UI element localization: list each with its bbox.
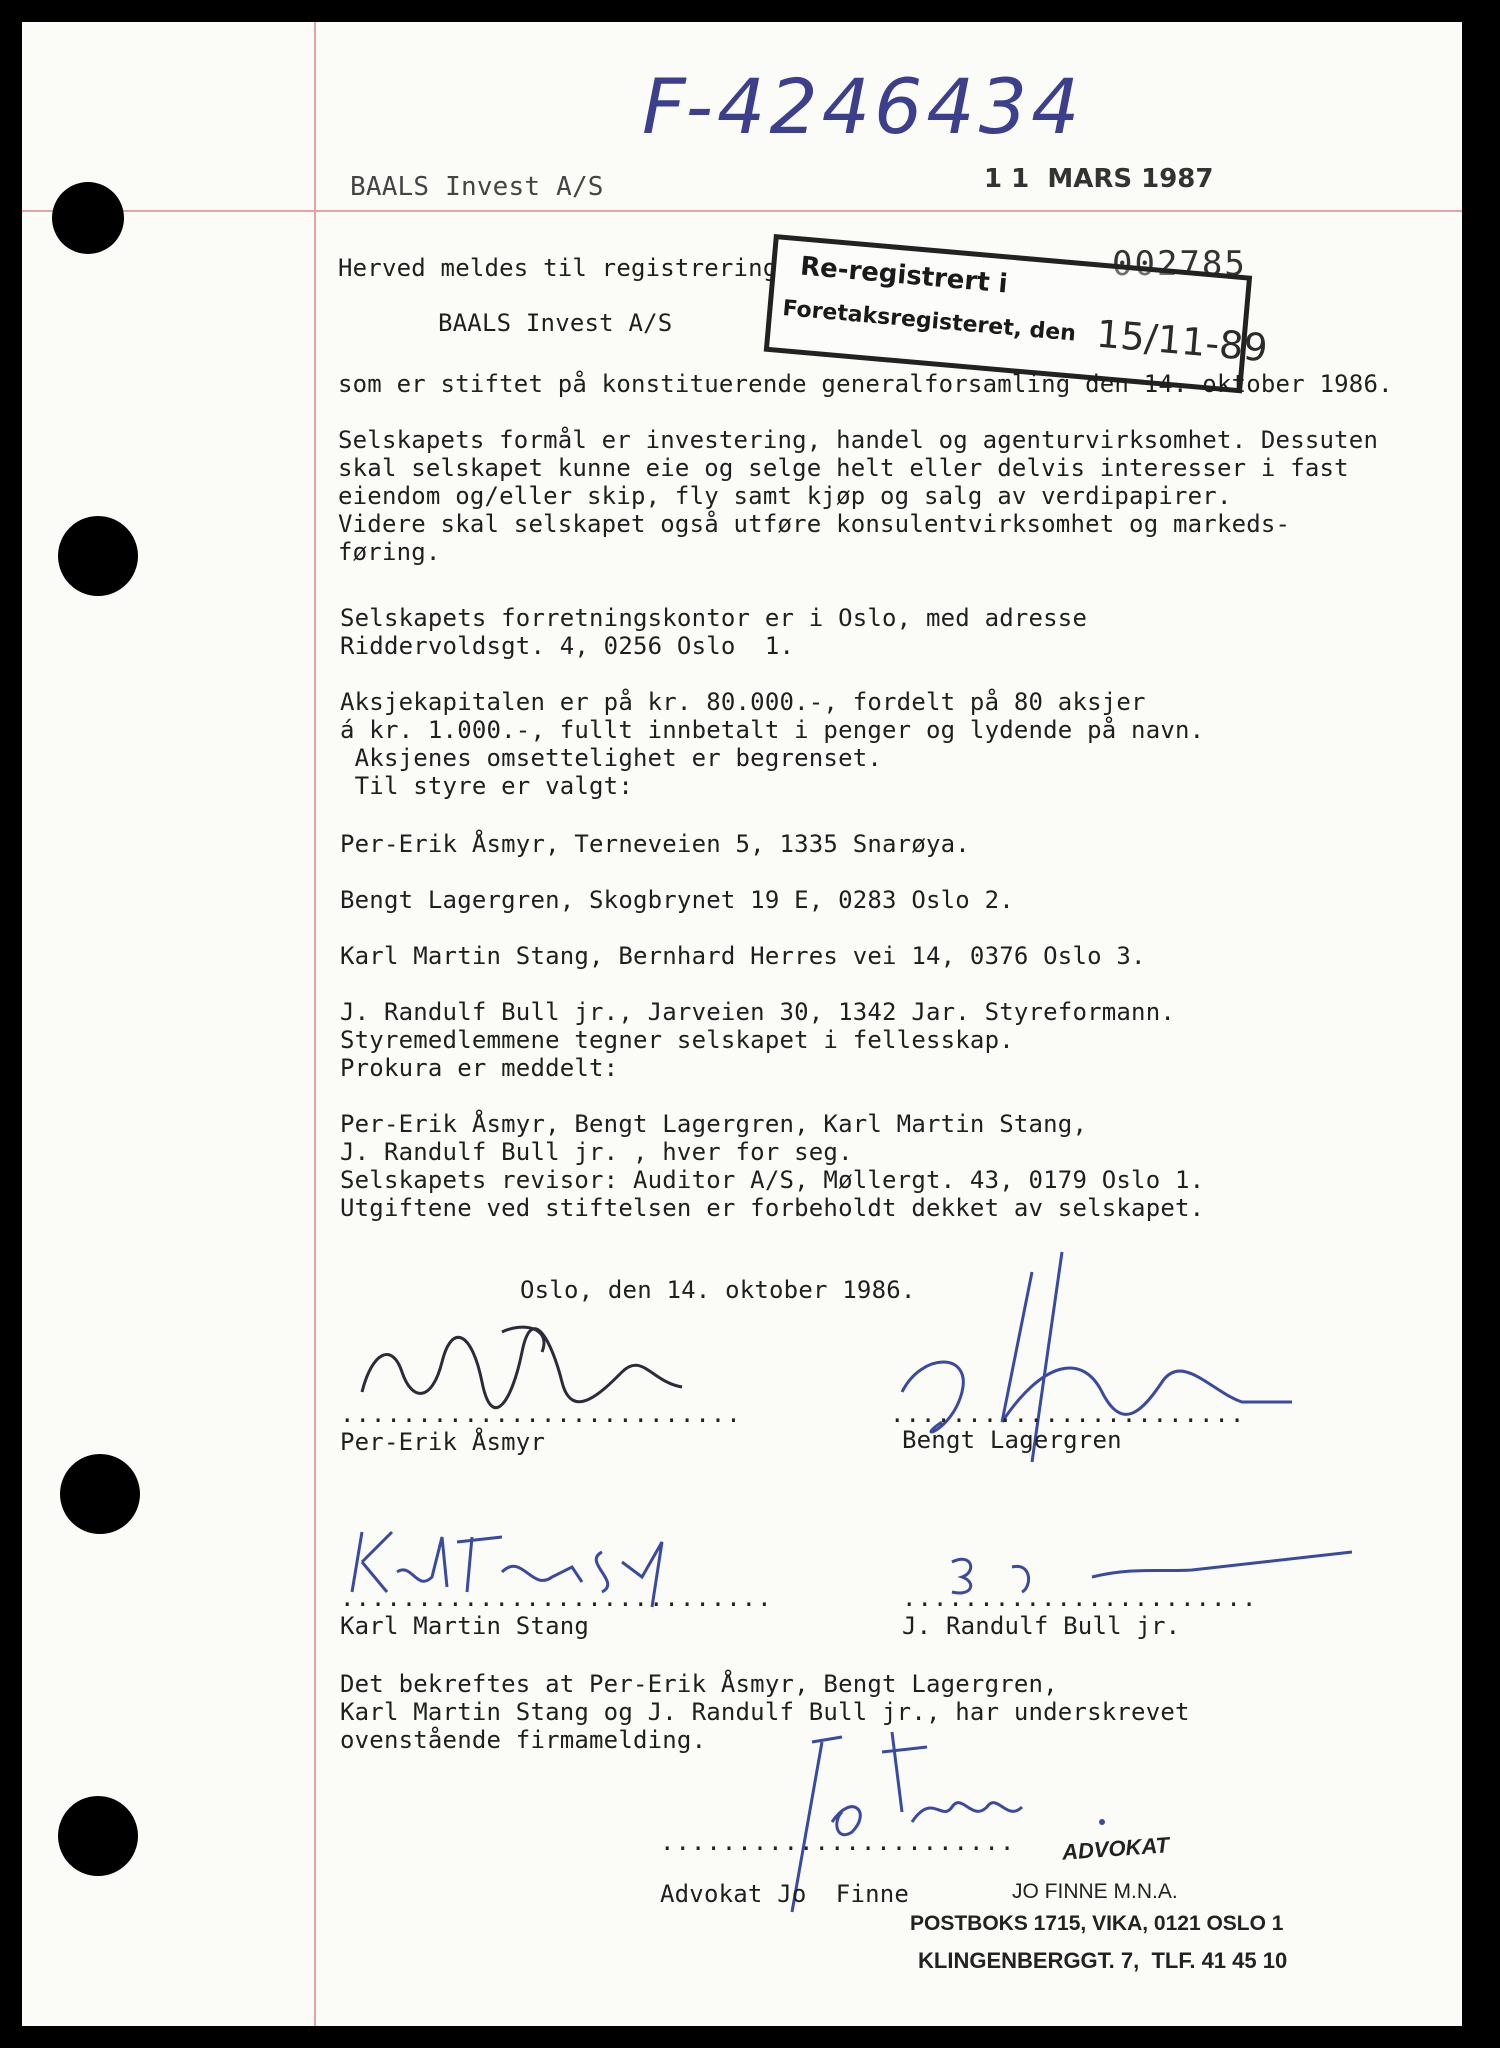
handwritten-reference: F-4246434 xyxy=(642,62,1084,151)
signature-line-3: ............................ xyxy=(340,1584,773,1612)
capital-line: á kr. 1.000.-, fullt innbetalt i penger og lydende på navn. xyxy=(340,716,1205,744)
red-margin-horizontal xyxy=(22,210,1462,212)
capital-line: Aksjekapitalen er på kr. 80.000.-, fordelt på 80 aksjer xyxy=(340,688,1146,716)
signature-line-1: .......................... xyxy=(340,1400,742,1428)
purpose-line: Selskapets formål er investering, handel og agenturvirksomhet. Dessuten xyxy=(338,426,1379,454)
signing-line: Styremedlemmene tegner selskapet i fellesskap. xyxy=(340,1026,1014,1054)
company-name: BAALS Invest A/S xyxy=(438,309,673,337)
confirmation-line: Karl Martin Stang og J. Randulf Bull jr., har underskrevet xyxy=(340,1698,1190,1726)
date-stamp: 1 1 MARS 1987 xyxy=(984,164,1214,194)
signatory-name: J. Randulf Bull jr. xyxy=(902,1612,1181,1640)
purpose-line: eiendom og/eller skip, fly samt kjøp og salg av verdipapirer. xyxy=(338,482,1232,510)
signatory-name: Karl Martin Stang xyxy=(340,1612,590,1640)
capital-line: Aksjenes omsettelighet er begrenset. xyxy=(340,744,883,772)
stamp-line-2: Foretaksregisteret, den xyxy=(781,296,1077,347)
founded-line: som er stiftet på konstituerende generalforsamling den 14. oktober 1986. xyxy=(338,370,1393,398)
lawyer-label: Advokat Jo Finne xyxy=(660,1880,910,1908)
lawyer-stamp-street: KLINGENBERGGT. 7, TLF. 41 45 10 xyxy=(918,1948,1288,1973)
capital-line: Til styre er valgt: xyxy=(340,772,633,800)
signature-line-2: ....................... xyxy=(890,1400,1246,1428)
signature-line-4: ....................... xyxy=(902,1584,1258,1612)
header-company: BAALS Invest A/S xyxy=(350,172,604,202)
confirmation-line: ovenstående firmamelding. xyxy=(340,1726,707,1754)
lawyer-stamp-name: JO FINNE M.N.A. xyxy=(1012,1880,1178,1903)
lawyer-stamp-address: POSTBOKS 1715, VIKA, 0121 OSLO 1 xyxy=(910,1912,1284,1935)
prokura-line: Utgiftene ved stiftelsen er forbeholdt dekket av selskapet. xyxy=(340,1194,1205,1222)
office-line: Selskapets forretningskontor er i Oslo, med adresse xyxy=(340,604,1088,632)
intro-line: Herved meldes til registrering xyxy=(338,254,778,282)
board-member: Karl Martin Stang, Bernhard Herres vei 14, 0376 Oslo 3. xyxy=(340,942,1146,970)
place-date: Oslo, den 14. oktober 1986. xyxy=(520,1276,916,1304)
red-margin-vertical xyxy=(314,22,316,2026)
prokura-line: J. Randulf Bull jr. , hver for seg. xyxy=(340,1138,853,1166)
signature-bengt xyxy=(882,1242,1302,1492)
office-line: Riddervoldsgt. 4, 0256 Oslo 1. xyxy=(340,632,795,660)
document-page xyxy=(22,22,1462,2026)
purpose-line: skal selskapet kunne eie og selge helt eller delvis interesser i fast xyxy=(338,454,1349,482)
signatory-name: Per-Erik Åsmyr xyxy=(340,1428,546,1456)
binder-hole xyxy=(58,516,138,596)
lawyer-signature-line: ....................... xyxy=(660,1828,1016,1856)
board-member: J. Randulf Bull jr., Jarveien 30, 1342 Jar. Styreformann. xyxy=(340,998,1176,1026)
signing-line: Prokura er meddelt: xyxy=(340,1054,619,1082)
registration-number-stamp: 002785 xyxy=(1112,244,1247,284)
stamp-handwritten-date: 15/11-89 xyxy=(1094,311,1270,371)
prokura-line: Selskapets revisor: Auditor A/S, Møllergt. 43, 0179 Oslo 1. xyxy=(340,1166,1205,1194)
binder-hole xyxy=(60,1454,140,1534)
board-member: Bengt Lagergren, Skogbrynet 19 E, 0283 Oslo 2. xyxy=(340,886,1014,914)
binder-hole xyxy=(52,182,124,254)
purpose-line: Videre skal selskapet også utføre konsulentvirksomhet og markeds- xyxy=(338,510,1291,538)
purpose-line: føring. xyxy=(338,538,441,566)
confirmation-line: Det bekreftes at Per-Erik Åsmyr, Bengt Lagergren, xyxy=(340,1670,1058,1698)
board-member: Per-Erik Åsmyr, Terneveien 5, 1335 Snarøya. xyxy=(340,830,970,858)
stamp-line-1: Re-registrert i xyxy=(798,251,1009,300)
lawyer-stamp-title: ADVOKAT xyxy=(1061,1832,1170,1865)
binder-hole xyxy=(58,1796,138,1876)
prokura-line: Per-Erik Åsmyr, Bengt Lagergren, Karl Martin Stang, xyxy=(340,1110,1088,1138)
signatory-name: Bengt Lagergren xyxy=(902,1426,1122,1454)
